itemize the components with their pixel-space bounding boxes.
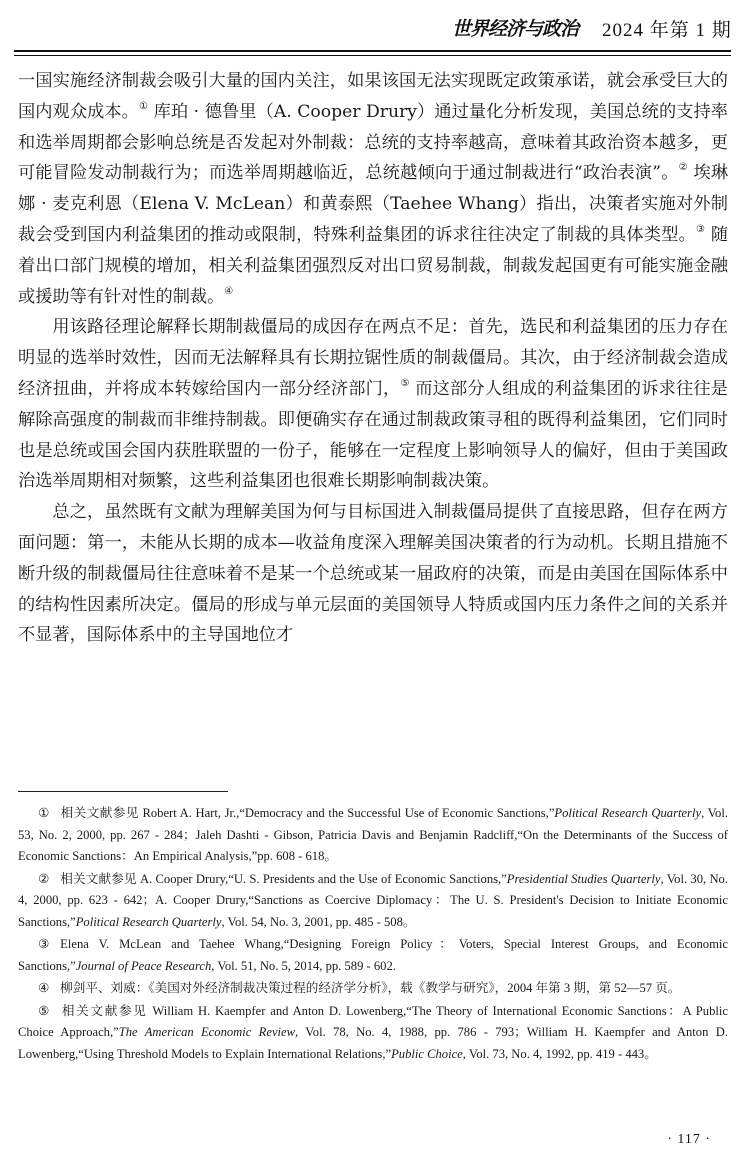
paragraph-2-part-a: 用该路径理论解释长期制裁僵局的成因存在两点不足：首先，选民和利益集团的压力存在明显的选举时效性，因而无法解释具有长期拉锯性质的制裁僵局。其次，由于经济制裁会造成经济扭曲，并将成本转嫁给国内一部分经济部门， [18, 317, 728, 399]
footnote-text: , Vol. 78, No. 4, 1988, pp. 786 - 793；William H. Kaempfer and Anton D. Lowenberg,“Using Threshold Models to Explain International Relations,” [18, 1025, 728, 1062]
note-ref-5[interactable]: ⑤ [400, 377, 410, 389]
header-rule-thin [14, 55, 731, 56]
footnote-journal: Public Choice [391, 1047, 463, 1062]
page-number: · 117 · [667, 1132, 711, 1147]
footnote-2 [18, 869, 728, 934]
footnote-mark: ③ [38, 937, 50, 952]
footnote-text: Elena V. McLean and Taehee Whang,“Designing Foreign Policy：Voters, Special Interest Groups, and Economic Sanctions,” [18, 937, 728, 974]
paragraph-3: 总之，虽然既有文献为理解美国为何与目标国进入制裁僵局提供了直接思路，但存在两方面问题：第一，未能从长期的成本—收益角度深入理解美国决策者的行为动机。长期且措施不断升级的制裁僵局往往意味着不是某一个总统或某一届政府的决策，而是由美国在国际体系中的结构性因素所决定。僵局的形成与单元层面的美国领导人特质或国内压力条件之间的关系并不显著，国际体系中的主导国地位才 [18, 502, 728, 646]
note-ref-1[interactable]: ① [138, 100, 149, 112]
footnote-text: 相关文献参见 Robert A. Hart, Jr.,“Democracy and the Successful Use of Economic Sanctions,” [60, 806, 555, 820]
footnote-text: , Vol. 73, No. 4, 1992, pp. 419 - 443。 [462, 1047, 657, 1062]
footnote-journal: Journal of Peace Research [75, 959, 212, 974]
footnote-journal: The American Economic Review [118, 1025, 296, 1040]
footnote-text: 相关文献参见 William H. Kaempfer and Anton D. Lowenberg,“The Theory of International Economic Sanctions：A Public Choice Approach,” [18, 1003, 728, 1040]
footnote-divider [18, 791, 228, 792]
footnote-journal: Presidential Studies Quarterly [506, 871, 661, 886]
footnote-mark: ② [38, 871, 50, 886]
paragraph-2 [18, 312, 728, 497]
journal-logo: 世界经济与政治 [452, 18, 579, 40]
footnote-mark: ① [38, 806, 50, 820]
footnote-journal: Political Research Quarterly [554, 806, 702, 820]
footnote-mark: ⑤ [38, 1003, 50, 1018]
main-text [18, 66, 728, 651]
paragraph-1-part-d: 随着出口部门规模的增加，相关利益集团强烈反对出口贸易制裁，制裁发起国更有可能实施金融或援助等有针对性的制裁。 [18, 224, 729, 307]
header-rule-thick [14, 50, 731, 52]
footnote-journal: Political Research Quarterly [75, 915, 222, 930]
footnote-text: , Vol. 54, No. 3, 2001, pp. 485 - 508。 [221, 915, 416, 930]
footnote-4 [18, 978, 728, 1000]
paragraph-1-part-c: 埃琳娜 · 麦克利恩（Elena V. McLean）和黄泰熙（Taehee Whang）指出，决策者实施对外制裁会受到国内利益集团的推动或限制，特殊利益集团的诉求往往决定了制裁的具体类型。 [18, 163, 729, 245]
footnote-3 [18, 934, 728, 977]
paragraph-1-part-b: 库珀 · 德鲁里（A. Cooper Drury）通过量化分析发现，美国总统的支持率和选举周期都会影响总统是否发起对外制裁：总统的支持率越高，意味着其政治资本越多，更可能冒险发动制裁行为；而选举周期越临近，总统越倾向于通过制裁进行“政治表演”。 [18, 101, 728, 184]
footnote-text: , Vol. 53, No. 2, 2000, pp. 267 - 284；Jaleh Dashti - Gibson, Patricia Davis and Benjamin Radcliff,“On the Determinants of the Success of Economic Sanctions：An Empirical Analysis,”pp. 608 - 618。 [18, 806, 728, 864]
note-ref-4[interactable]: ④ [224, 285, 234, 297]
footnote-5 [18, 1001, 728, 1066]
footnote-text: , Vol. 30, No. 4, 2000, pp. 623 - 642；A. Cooper Drury,“Sanctions as Coercive Diplomacy：The U. S. President's Decision to Initiate Economic Sanctions,” [18, 871, 728, 930]
footnotes [18, 803, 728, 1066]
issue-label: 2024 年第 1 期 [602, 20, 732, 41]
footnote-1 [18, 803, 728, 868]
note-ref-2[interactable]: ② [678, 162, 688, 174]
paragraph-1 [18, 66, 728, 312]
footnote-text: , Vol. 51, No. 5, 2014, pp. 589 - 602. [211, 959, 396, 974]
footnote-mark: ④ [38, 981, 50, 996]
footnote-text: 相关文献参见 A. Cooper Drury,“U. S. Presidents and the Use of Economic Sanctions,” [60, 871, 507, 886]
paragraph-2-part-b: 而这部分人组成的利益集团的诉求往往是解除高强度的制裁而非维持制裁。即便确实存在通过制裁政策寻租的既得利益集团，它们同时也是总统或国会国内获胜联盟的一份子，能够在一定程度上影响领导人的偏好，但由于美国政治选举周期相对频繁，这些利益集团也很难长期影响制裁决策。 [18, 378, 728, 492]
paragraph-1-part-a: 一国实施经济制裁会吸引大量的国内关注，如果该国无法实现既定政策承诺，就会承受巨大的国内观众成本。 [18, 71, 728, 122]
note-ref-3[interactable]: ③ [695, 223, 706, 235]
footnote-text: 柳剑平、刘威：《美国对外经济制裁决策过程的经济学分析》，载《教学与研究》，2004 年第 3 期，第 52—57 页。 [60, 981, 681, 996]
page-header [0, 0, 745, 58]
